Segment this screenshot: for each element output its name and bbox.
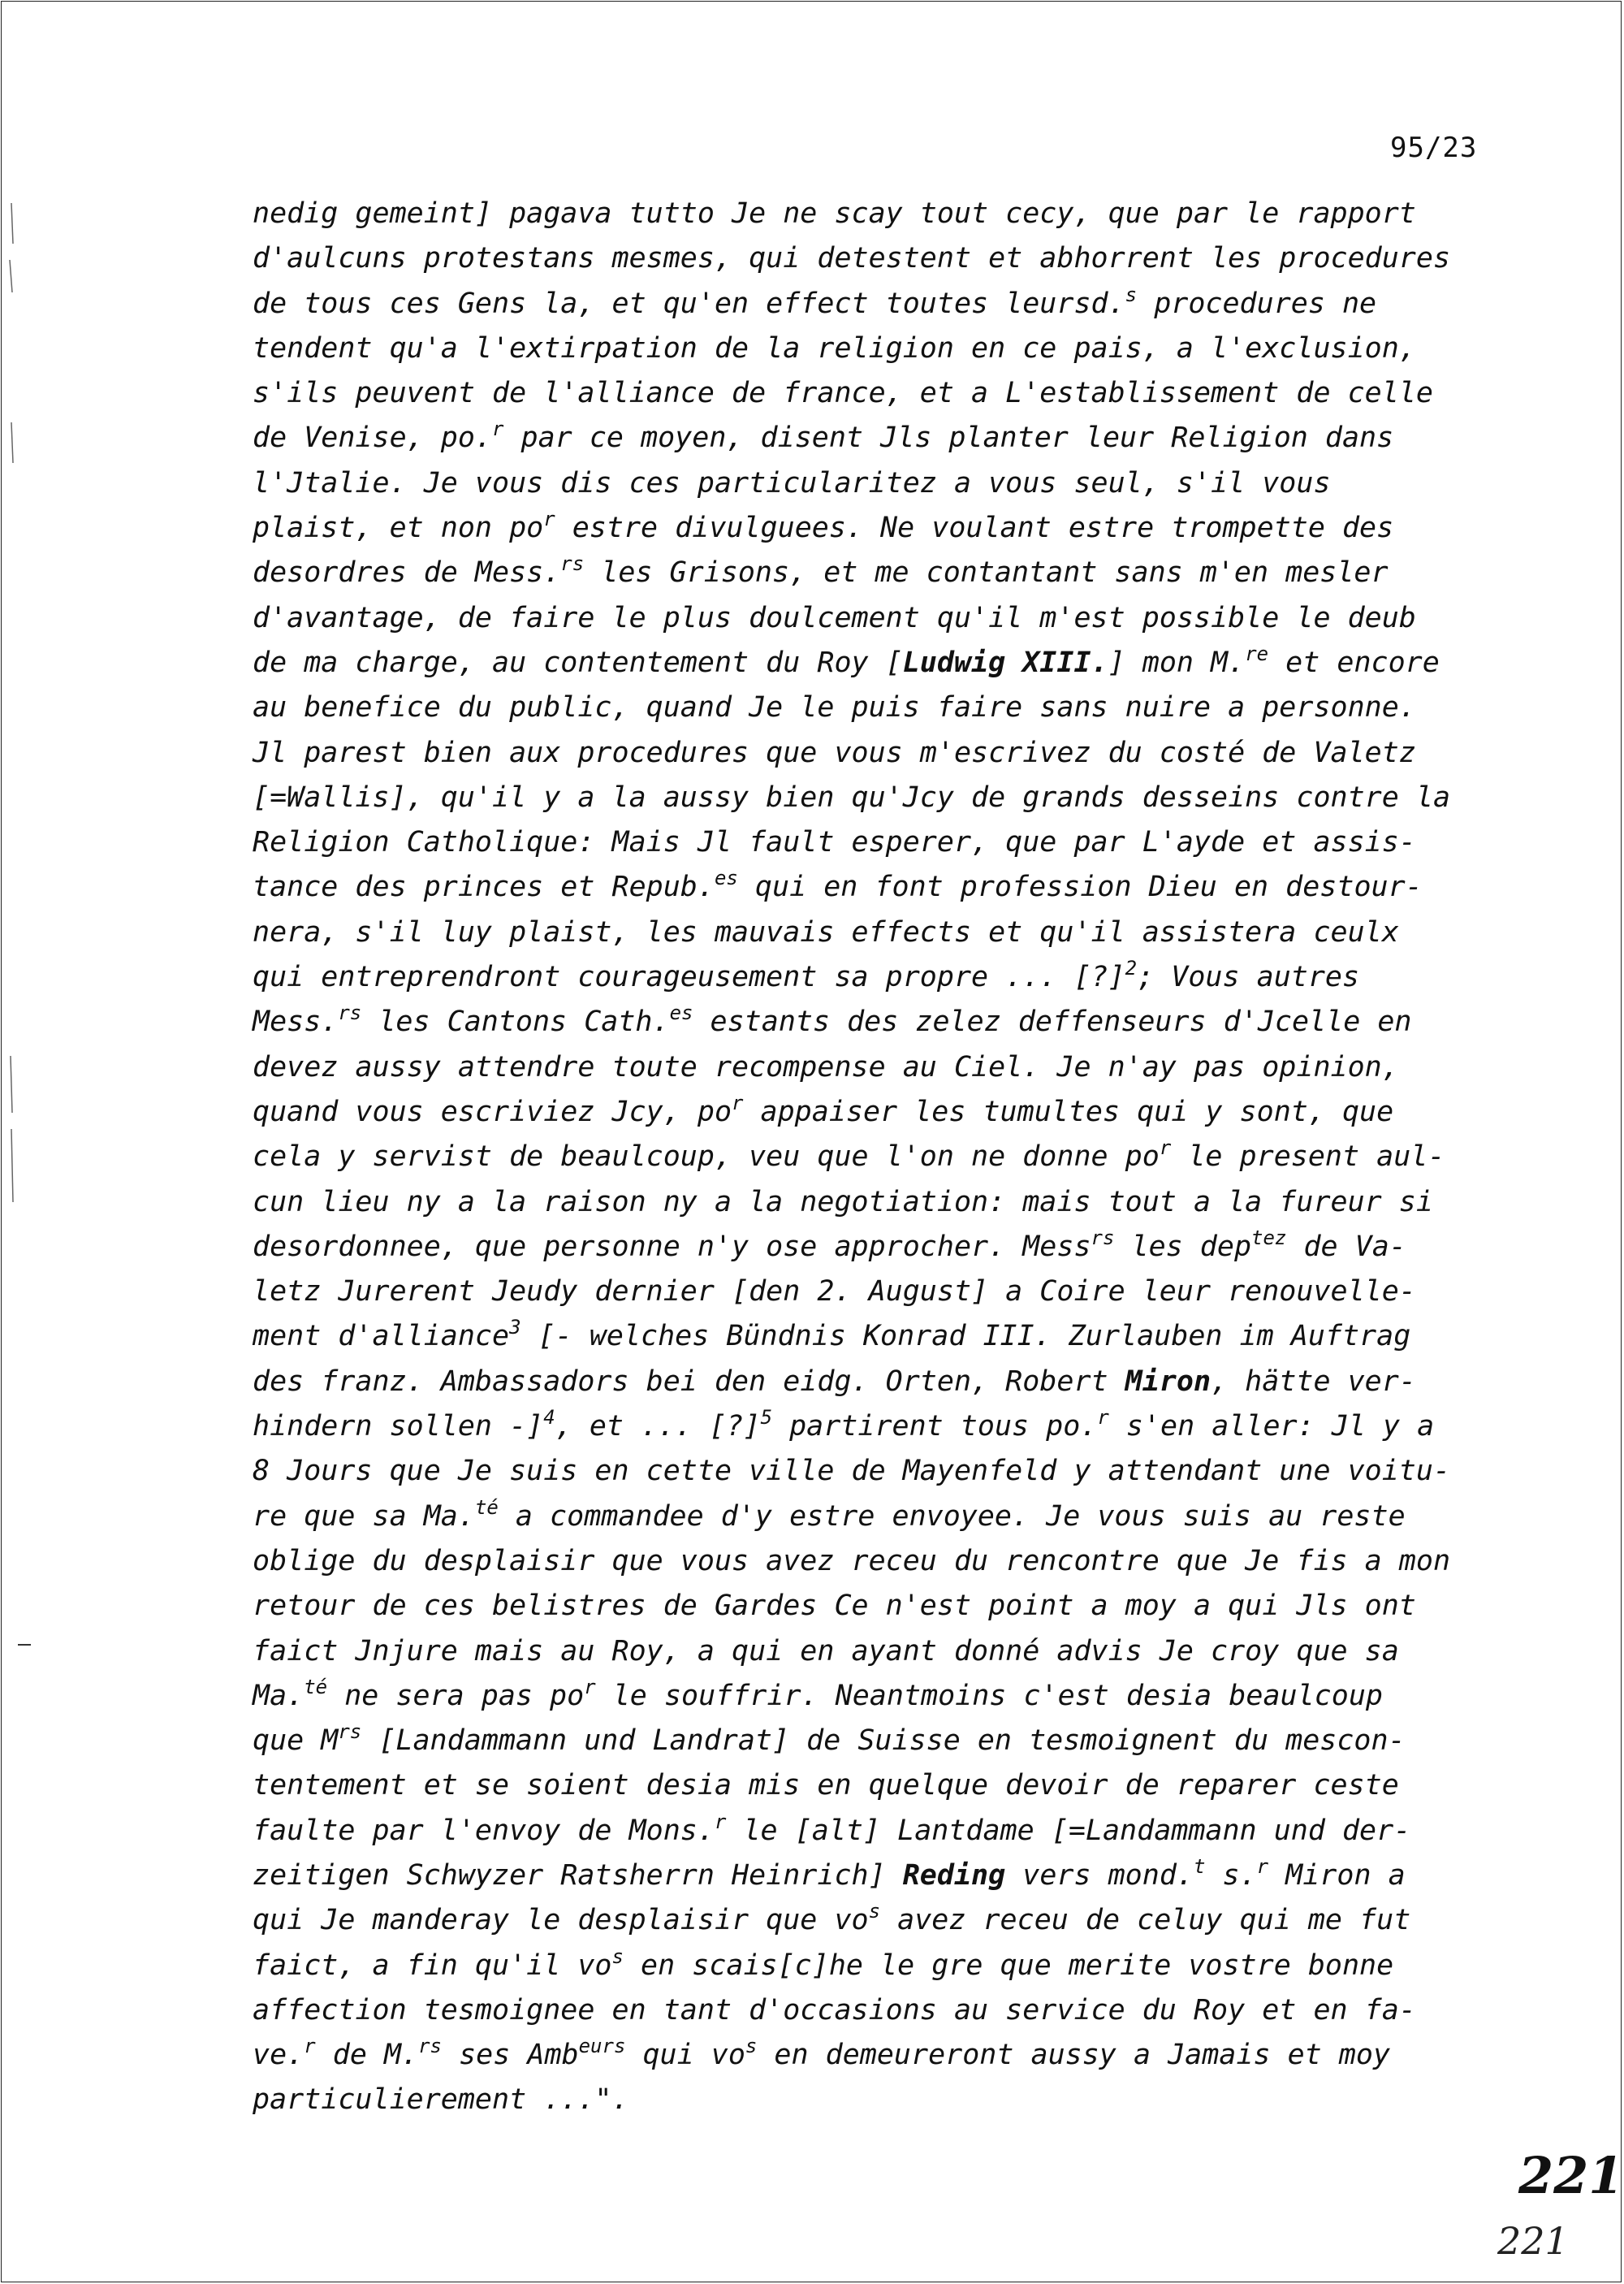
text-segment: au benefice du public, quand Je le puis faire sans nuire a personne.: [253, 691, 1416, 725]
text-segment: qui Je manderay le desplaisir que vo: [253, 1904, 869, 1937]
text-line: [253, 371, 1503, 416]
text-segment: les dep: [1114, 1230, 1252, 1263]
bold-name: Ludwig XIII.: [902, 646, 1108, 679]
text-line: [253, 1763, 1503, 1808]
superscript-abbreviation: 2: [1125, 957, 1138, 980]
text-segment: qui vo: [625, 2039, 745, 2072]
superscript-abbreviation: r: [492, 417, 504, 441]
text-segment: [Landammann und Landrat] de Suisse en tesmoignent du mescon-: [361, 1724, 1406, 1758]
text-segment: re que sa Ma.: [253, 1499, 475, 1533]
handwritten-folio-number: 221: [1518, 2146, 1624, 2205]
superscript-abbreviation: es: [714, 867, 738, 890]
text-segment: cun lieu ny a la raison ny a la negotiation: mais tout a la fureur si: [253, 1185, 1433, 1218]
superscript-abbreviation: r: [732, 1091, 744, 1114]
text-segment: Miron a: [1268, 1858, 1406, 1892]
superscript-abbreviation: s: [1125, 283, 1138, 306]
text-line: [253, 1898, 1503, 1943]
text-line: [253, 1809, 1503, 1854]
text-segment: , hätte ver-: [1211, 1365, 1416, 1398]
text-line: [253, 1270, 1503, 1314]
text-segment: faulte par l'envoy de Mons.: [253, 1814, 715, 1847]
text-segment: de Venise, po.: [253, 422, 493, 455]
text-segment: que M: [253, 1724, 339, 1758]
text-line: [253, 2078, 1503, 2122]
text-segment: hindern sollen -]: [253, 1410, 544, 1443]
text-segment: [=Wallis], qu'il y a la aussy bien qu'Jcy de grands desseins contre la: [253, 781, 1451, 814]
superscript-abbreviation: r: [1097, 1406, 1109, 1430]
handwritten-folio-number-secondary: 221: [1497, 2219, 1569, 2263]
text-segment: [- welches Bündnis Konrad III. Zurlauben im Auftrag: [520, 1320, 1411, 1353]
text-segment: ne sera pas po: [327, 1679, 585, 1712]
text-line: [253, 1449, 1503, 1494]
text-line: [253, 327, 1503, 371]
text-line: [253, 461, 1503, 506]
text-line: [253, 1854, 1503, 1898]
text-line: [253, 1314, 1503, 1359]
text-segment: faict Jnjure mais au Roy, a qui en ayant donné advis Je croy que sa: [253, 1634, 1399, 1668]
text-segment: zeitigen Schwyzer Ratsherrn Heinrich]: [253, 1858, 903, 1892]
text-segment: ] mon M.: [1108, 646, 1246, 679]
text-segment: tentement et se soient desia mis en quelque devoir de reparer ceste: [253, 1769, 1399, 1802]
text-segment: en demeureront aussy a Jamais et moy: [757, 2039, 1391, 2072]
text-segment: les Cantons Cath.: [361, 1006, 670, 1039]
text-segment: ment d'alliance: [253, 1320, 510, 1353]
text-segment: a commandee d'y estre envoyee. Je vous suis au reste: [498, 1499, 1406, 1533]
superscript-abbreviation: rs: [418, 2035, 443, 2058]
text-segment: s'ils peuvent de l'alliance de france, et a L'establissement de celle: [253, 377, 1433, 410]
page-number: 95/23: [1390, 132, 1478, 164]
text-line: [253, 236, 1503, 281]
text-segment: Ma.: [253, 1679, 304, 1712]
superscript-abbreviation: re: [1245, 642, 1269, 665]
text-segment: estre divulguees. Ne voulant estre trompette des: [555, 512, 1394, 545]
text-line: [253, 1090, 1503, 1135]
superscript-abbreviation: rs: [338, 1720, 362, 1744]
text-line: [253, 955, 1503, 1000]
text-line: [253, 686, 1503, 730]
superscript-abbreviation: r: [543, 508, 555, 531]
bold-name: Miron: [1125, 1365, 1212, 1398]
text-segment: tendent qu'a l'extirpation de la religion en ce pais, a l'exclusion,: [253, 331, 1416, 365]
text-line: [253, 1988, 1503, 2033]
text-line: [253, 731, 1503, 776]
scan-edge-marks: [3, 195, 15, 1218]
superscript-abbreviation: es: [669, 1001, 693, 1025]
text-segment: desordonnee, que personne n'y ose approcher. Mess: [253, 1230, 1091, 1263]
text-line: [253, 1944, 1503, 1988]
text-segment: le present aul-: [1171, 1140, 1445, 1174]
text-segment: ; Vous autres: [1137, 961, 1360, 994]
superscript-abbreviation: r: [304, 2035, 316, 2058]
text-line: [253, 1629, 1503, 1674]
text-line: [253, 596, 1503, 641]
letter-body-text: [253, 192, 1503, 2123]
text-segment: de Va-: [1286, 1230, 1406, 1263]
text-segment: faict, a fin qu'il vo: [253, 1949, 612, 1982]
text-line: [253, 282, 1503, 327]
text-segment: s.: [1205, 1858, 1257, 1892]
text-line: [253, 2033, 1503, 2078]
superscript-abbreviation: rs: [560, 552, 585, 576]
text-segment: le [alt] Lantdame [=Landammann und der-: [726, 1814, 1411, 1847]
text-segment: de ma charge, au contentement du Roy [: [253, 646, 903, 679]
text-segment: de tous ces Gens la, et qu'en effect toutes leursd.: [253, 287, 1125, 320]
superscript-abbreviation: 3: [509, 1316, 521, 1339]
text-line: [253, 1135, 1503, 1179]
text-segment: le souffrir. Neantmoins c'est desia beaulcoup: [595, 1679, 1383, 1712]
superscript-abbreviation: s: [745, 2035, 758, 2058]
superscript-abbreviation: s: [868, 1900, 881, 1923]
superscript-abbreviation: 4: [543, 1406, 555, 1430]
text-line: [253, 1180, 1503, 1225]
text-segment: d'aulcuns protestans mesmes, qui detestent et abhorrent les procedures: [253, 242, 1451, 275]
text-segment: de M.: [315, 2039, 419, 2072]
text-segment: plaist, et non po: [253, 512, 544, 545]
superscript-abbreviation: s: [611, 1944, 624, 1968]
text-segment: quand vous escriviez Jcy, po: [253, 1095, 732, 1128]
superscript-abbreviation: eurs: [578, 2035, 626, 2058]
text-segment: en scais[c]he le gre que merite vostre bonne: [623, 1949, 1394, 1982]
superscript-abbreviation: té: [474, 1495, 499, 1519]
superscript-abbreviation: r: [714, 1810, 727, 1833]
text-line: [253, 1719, 1503, 1763]
scan-edge-dash: [18, 1641, 32, 1649]
superscript-abbreviation: rs: [338, 1001, 362, 1025]
text-line: [253, 1495, 1503, 1539]
text-segment: avez receu de celuy qui me fut: [880, 1904, 1411, 1937]
text-segment: partirent tous po.: [772, 1410, 1098, 1443]
text-segment: devez aussy attendre toute recompense au Ciel. Je n'ay pas opinion,: [253, 1050, 1399, 1084]
superscript-abbreviation: t: [1193, 1854, 1206, 1878]
text-segment: vers mond.: [1005, 1858, 1194, 1892]
text-segment: affection tesmoignee en tant d'occasions au service du Roy et en fa-: [253, 1993, 1416, 2027]
text-line: [253, 1045, 1503, 1090]
text-segment: desordres de Mess.: [253, 556, 561, 590]
text-segment: retour de ces belistres de Gardes Ce n'est point a moy a qui Jls ont: [253, 1590, 1416, 1623]
text-segment: oblige du desplaisir que vous avez receu du rencontre que Je fis a mon: [253, 1544, 1451, 1577]
text-line: [253, 1404, 1503, 1449]
text-segment: et encore: [1268, 646, 1440, 679]
text-line: [253, 416, 1503, 461]
text-line: [253, 1225, 1503, 1270]
text-segment: particulierement ...".: [253, 2083, 629, 2117]
text-segment: nera, s'il luy plaist, les mauvais effects et qu'il assistera ceulx: [253, 915, 1399, 949]
text-segment: ve.: [253, 2039, 304, 2072]
text-segment: Jl parest bien aux procedures que vous m'escrivez du costé de Valetz: [253, 736, 1416, 769]
text-segment: par ce moyen, disent Jls planter leur Religion dans: [503, 422, 1394, 455]
text-line: [253, 1539, 1503, 1584]
text-segment: cela y servist de beaulcoup, veu que l'on ne donne po: [253, 1140, 1160, 1174]
text-segment: , et ... [?]: [555, 1410, 761, 1443]
text-segment: Mess.: [253, 1006, 339, 1039]
text-segment: ses Amb: [442, 2039, 579, 2072]
text-line: [253, 551, 1503, 595]
text-segment: qui en font profession Dieu en destour-: [737, 871, 1423, 904]
text-segment: Religion Catholique: Mais Jl fault esperer, que par L'ayde et assis-: [253, 826, 1416, 859]
text-line: [253, 1584, 1503, 1629]
superscript-abbreviation: r: [584, 1675, 596, 1698]
text-line: [253, 865, 1503, 910]
text-segment: letz Jurerent Jeudy dernier [den 2. August] a Coire leur renouvelle-: [253, 1275, 1416, 1309]
text-segment: des franz. Ambassadors bei den eidg. Orten, Robert: [253, 1365, 1125, 1398]
superscript-abbreviation: r: [1256, 1854, 1269, 1878]
text-segment: d'avantage, de faire le plus doulcement qu'il m'est possible le deub: [253, 601, 1416, 634]
text-segment: tance des princes et Repub.: [253, 871, 715, 904]
text-line: [253, 192, 1503, 236]
superscript-abbreviation: té: [304, 1675, 328, 1698]
text-line: [253, 911, 1503, 955]
superscript-abbreviation: 5: [760, 1406, 773, 1430]
text-segment: estants des zelez deffenseurs d'Jcelle en: [693, 1006, 1412, 1039]
text-line: [253, 1360, 1503, 1404]
text-segment: 8 Jours que Je suis en cette ville de Mayenfeld y attendant une voitu-: [253, 1455, 1451, 1488]
superscript-abbreviation: tez: [1251, 1226, 1287, 1249]
text-segment: l'Jtalie. Je vous dis ces particularitez a vous seul, s'il vous: [253, 466, 1331, 500]
text-segment: procedures ne: [1137, 287, 1377, 320]
text-line: [253, 820, 1503, 865]
text-line: [253, 1674, 1503, 1719]
text-segment: qui entreprendront courageusement sa propre ... [?]: [253, 961, 1125, 994]
text-line: [253, 641, 1503, 686]
text-segment: nedig gemeint] pagava tutto Je ne scay tout cecy, que par le rapport: [253, 197, 1416, 230]
superscript-abbreviation: r: [1159, 1136, 1172, 1160]
text-segment: appaiser les tumultes qui y sont, que: [743, 1095, 1394, 1128]
superscript-abbreviation: rs: [1091, 1226, 1115, 1249]
text-segment: s'en aller: Jl y a: [1108, 1410, 1435, 1443]
text-segment: les Grisons, et me contantant sans m'en mesler: [584, 556, 1389, 590]
text-line: [253, 1000, 1503, 1045]
bold-name: Reding: [902, 1858, 1006, 1892]
text-line: [253, 506, 1503, 551]
text-line: [253, 776, 1503, 820]
